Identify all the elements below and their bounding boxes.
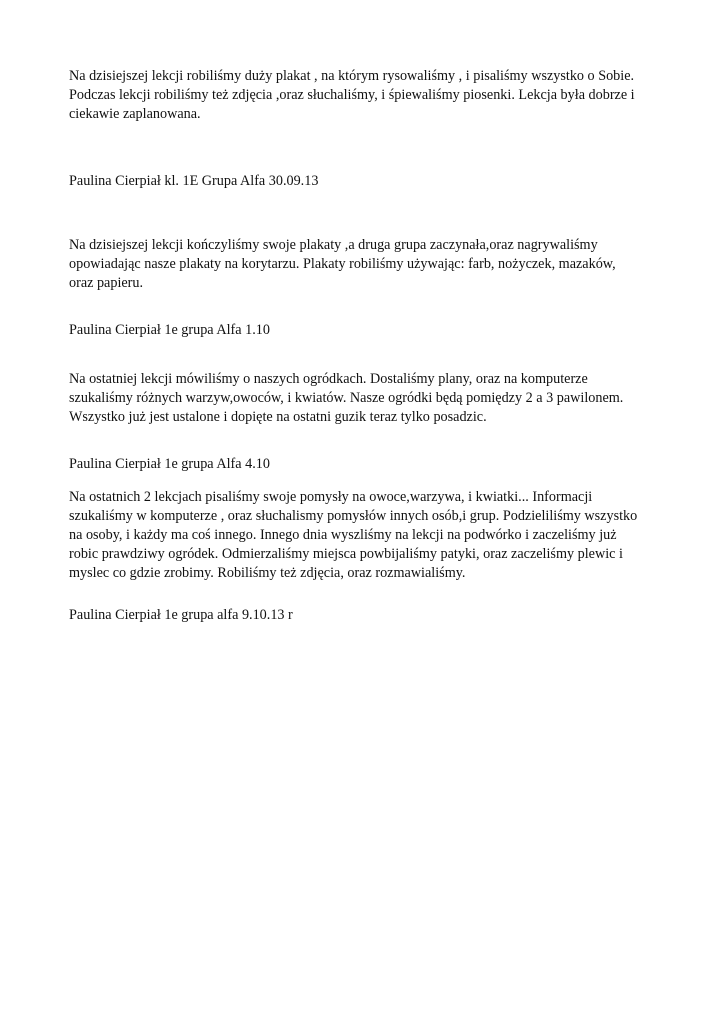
- entry-2-signature: [69, 321, 669, 340]
- entry-3-body: [69, 370, 669, 427]
- entry-3-signature: [69, 455, 669, 474]
- paragraph-line: opowiadając nasze plakaty na korytarzu. Plakaty robiliśmy używając: farb, nożyczek, mazaków,: [69, 256, 616, 272]
- paragraph-line: ciekawie zaplanowana.: [69, 106, 201, 122]
- paragraph-line: Podczas lekcji robiliśmy też zdjęcia ,oraz słuchaliśmy, i śpiewaliśmy piosenki. Lekcja była dobrze i: [69, 87, 635, 103]
- paragraph-line: robic prawdziwy ogródek. Odmierzaliśmy miejsca powbijaliśmy patyki, oraz zaczeliśmy plewic i: [69, 546, 623, 562]
- entry-2-body: [69, 236, 669, 293]
- paragraph-line: szukaliśmy różnych warzyw,owoców, i kwiatów. Nasze ogródki będą pomiędzy 2 a 3 pawilonem.: [69, 390, 624, 406]
- signature-line: Paulina Cierpiał 1e grupa alfa 9.10.13 r: [69, 607, 293, 623]
- signature-line: Paulina Cierpiał 1e grupa Alfa 1.10: [69, 322, 270, 338]
- signature-line: Paulina Cierpiał 1e grupa Alfa 4.10: [69, 456, 270, 472]
- entry-4-body: [69, 488, 669, 583]
- paragraph-line: Na dzisiejszej lekcji kończyliśmy swoje plakaty ,a druga grupa zaczynała,oraz nagrywaliśmy: [69, 237, 598, 253]
- paragraph-line: myslec co gdzie zrobimy. Robiliśmy też zdjęcia, oraz rozmawialiśmy.: [69, 565, 466, 581]
- paragraph-line: Wszystko już jest ustalone i dopięte na ostatni guzik teraz tylko posadzic.: [69, 409, 487, 425]
- entry-4-signature: [69, 606, 669, 625]
- paragraph-line: Na ostatnich 2 lekcjach pisaliśmy swoje pomysły na owoce,warzywa, i kwiatki... Informacji: [69, 489, 593, 505]
- entry-1-signature: [69, 172, 669, 191]
- paragraph-line: szukaliśmy w komputerze , oraz słuchalismy pomysłów innych osób,i grup. Podzieliliśmy wszystko: [69, 508, 638, 524]
- entry-1-body: [69, 67, 669, 124]
- paragraph-line: Na dzisiejszej lekcji robiliśmy duży plakat , na którym rysowaliśmy , i pisaliśmy wszystko o Sobie.: [69, 68, 635, 84]
- paragraph-line: oraz papieru.: [69, 275, 144, 291]
- signature-line: Paulina Cierpiał kl. 1E Grupa Alfa 30.09.13: [69, 173, 319, 189]
- paragraph-line: na osoby, i każdy ma coś innego. Innego dnia wyszliśmy na lekcji na podwórko i zaczeliśmy już: [69, 527, 617, 543]
- paragraph-line: Na ostatniej lekcji mówiliśmy o naszych ogródkach. Dostaliśmy plany, oraz na komputerze: [69, 371, 588, 387]
